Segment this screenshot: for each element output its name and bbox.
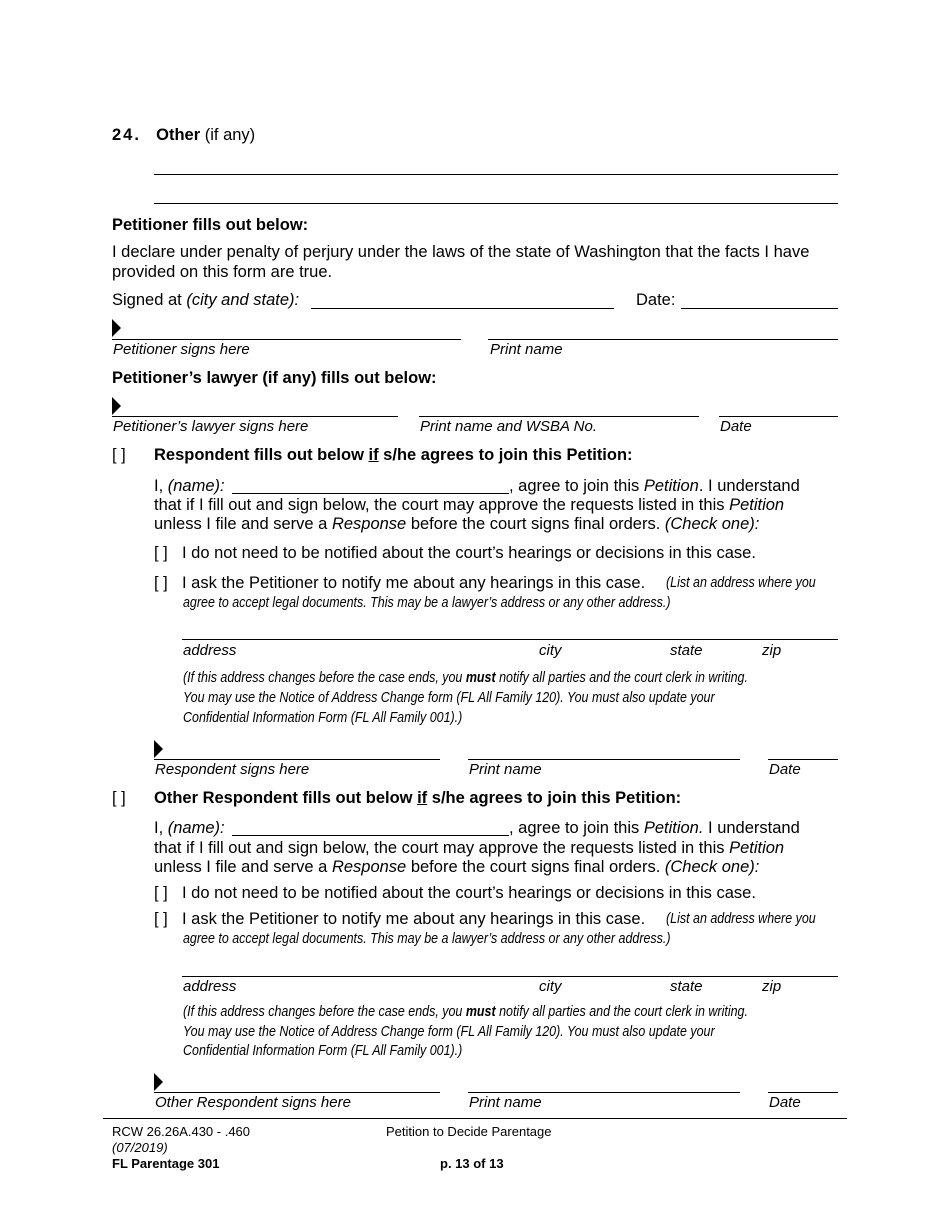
sign-arrow-icon: [112, 397, 121, 415]
respondent-date-caption: Date: [769, 761, 801, 778]
respondent-opt1-checkbox[interactable]: [ ]: [154, 544, 168, 562]
change-post: notify all parties and the court clerk in writing.: [495, 670, 748, 686]
signed-at-text: Signed at: [112, 291, 182, 309]
other-respondent-print-name-field[interactable]: [468, 1092, 740, 1093]
agree-post: . I understand: [698, 477, 800, 495]
footer-divider: [103, 1118, 847, 1119]
heading-text: s/he agrees to join this Petition:: [378, 446, 633, 464]
footer-form-title: Petition to Decide Parentage: [386, 1124, 552, 1139]
other-respondent-agree-text: [509, 819, 800, 838]
petitioner-sign-caption: Petitioner signs here: [113, 341, 250, 358]
respondent-name-line: [154, 477, 225, 496]
address-change-note-1: [183, 1004, 748, 1020]
respondent-opt2-checkbox[interactable]: [ ]: [154, 574, 168, 592]
declaration-text: I declare under penalty of perjury under the laws of the state of Washington that the facts I have provided on this form are true.: [112, 243, 810, 281]
other-line-1[interactable]: [154, 174, 838, 175]
lawyer-print-name-field[interactable]: [419, 416, 699, 417]
other-respondent-print-caption: Print name: [469, 1094, 542, 1111]
respondent-signature-field[interactable]: [154, 759, 440, 760]
sign-arrow-icon: [112, 319, 121, 337]
zip-caption: zip: [762, 642, 782, 659]
respondent-heading: [154, 446, 633, 465]
other-respondent-opt1-text: I do not need to be notified about the court’s hearings or decisions in this case.: [182, 884, 756, 902]
respondent-opt2-text: I ask the Petitioner to notify me about any hearings in this case.: [182, 574, 646, 592]
line3-post: before the court signs final orders.: [406, 515, 665, 533]
other-respondent-name-line: [154, 819, 225, 838]
agree-pre: , agree to join this: [509, 477, 644, 495]
petition-word: Petition: [729, 496, 785, 514]
heading-if: if: [417, 789, 428, 807]
line2-pre: that if I fill out and sign below, the court may approve the requests listed in this: [154, 839, 730, 857]
footer-rcw: RCW 26.26A.430 - .460: [112, 1124, 251, 1139]
other-respondent-opt2-text: I ask the Petitioner to notify me about any hearings in this case.: [182, 910, 646, 928]
lawyer-heading: Petitioner’s lawyer (if any) fills out below:: [112, 369, 437, 387]
line3-pre: unless I file and serve a: [154, 515, 332, 533]
other-respondent-checkbox[interactable]: [ ]: [112, 789, 126, 807]
heading-text: Respondent fills out below: [154, 446, 369, 464]
signed-at-label: [112, 291, 299, 310]
respondent-name-field[interactable]: [232, 493, 509, 494]
lawyer-signature-field[interactable]: [112, 416, 398, 417]
heading-text: s/he agrees to join this Petition:: [427, 789, 682, 807]
petitioner-signature-field[interactable]: [112, 339, 461, 340]
petitioner-print-name-field[interactable]: [488, 339, 838, 340]
other-respondent-heading: [154, 789, 681, 808]
address-change-note-3: Confidential Information Form (FL All Family 001).): [183, 1043, 463, 1059]
heading-text: Other Respondent fills out below: [154, 789, 418, 807]
section-title: Other: [156, 126, 201, 144]
other-respondent-opt2-note-1: (List an address where you: [666, 911, 816, 927]
date-label: Date:: [636, 291, 676, 309]
city-caption: city: [539, 978, 562, 995]
section-number: 24.: [112, 126, 141, 144]
respondent-address-field[interactable]: [182, 639, 838, 640]
sign-arrow-icon: [154, 740, 163, 758]
change-post: notify all parties and the court clerk in writing.: [495, 1004, 748, 1020]
change-pre: (If this address changes before the case ends, you: [183, 1004, 466, 1020]
respondent-opt2-note-2: agree to accept legal documents. This may be a lawyer’s address or any other address.): [183, 595, 671, 611]
other-respondent-opt1-checkbox[interactable]: [ ]: [154, 884, 168, 902]
lawyer-sign-caption: Petitioner’s lawyer signs here: [113, 418, 309, 435]
lawyer-date-field[interactable]: [719, 416, 838, 417]
address-change-note-3: Confidential Information Form (FL All Family 001).): [183, 710, 463, 726]
other-respondent-name-field[interactable]: [232, 835, 509, 836]
other-respondent-date-field[interactable]: [768, 1092, 838, 1093]
check-one: (Check one):: [664, 515, 760, 533]
zip-caption: zip: [762, 978, 782, 995]
address-change-note-1: [183, 670, 748, 686]
footer-revision: (07/2019): [112, 1140, 168, 1155]
respondent-print-name-field[interactable]: [468, 759, 740, 760]
other-respondent-address-field[interactable]: [182, 976, 838, 977]
other-respondent-sign-caption: Other Respondent signs here: [155, 1094, 351, 1111]
footer-form-id: FL Parentage 301: [112, 1156, 220, 1171]
line3-post: before the court signs final orders.: [406, 858, 665, 876]
lawyer-print-caption: Print name and WSBA No.: [420, 418, 598, 435]
line3-pre: unless I file and serve a: [154, 858, 332, 876]
petition-word: Petition: [643, 477, 699, 495]
respondent-print-caption: Print name: [469, 761, 542, 778]
other-respondent-line-3: [154, 858, 759, 877]
other-line-2[interactable]: [154, 203, 838, 204]
respondent-date-field[interactable]: [768, 759, 838, 760]
address-change-note-2: You may use the Notice of Address Change form (FL All Family 120). You must also update your: [183, 1024, 715, 1040]
city-caption: city: [539, 642, 562, 659]
heading-if: if: [368, 446, 379, 464]
petition-word: Petition: [729, 839, 785, 857]
must-word: must: [465, 1004, 496, 1020]
sign-arrow-icon: [154, 1073, 163, 1091]
signed-at-hint: (city and state):: [186, 291, 300, 309]
respondent-line-3: [154, 515, 759, 534]
section-suffix: (if any): [204, 126, 256, 144]
petitioner-heading: Petitioner fills out below:: [112, 216, 309, 234]
change-pre: (If this address changes before the case ends, you: [183, 670, 466, 686]
other-respondent-opt2-note-2: agree to accept legal documents. This may be a lawyer’s address or any other address.): [183, 931, 671, 947]
other-respondent-opt2-checkbox[interactable]: [ ]: [154, 910, 168, 928]
line2-pre: that if I fill out and sign below, the court may approve the requests listed in this: [154, 496, 730, 514]
name-pre: I,: [154, 477, 168, 495]
respondent-opt2-note-1: (List an address where you: [666, 575, 816, 591]
respondent-opt1-text: I do not need to be notified about the court’s hearings or decisions in this case.: [182, 544, 756, 562]
agree-post: I understand: [703, 819, 800, 837]
footer-page: p. 13 of 13: [440, 1156, 504, 1171]
address-caption: address: [183, 642, 237, 659]
respondent-sign-caption: Respondent signs here: [155, 761, 310, 778]
response-word: Response: [331, 515, 407, 533]
state-caption: state: [670, 642, 703, 659]
response-word: Response: [331, 858, 407, 876]
must-word: must: [465, 670, 496, 686]
respondent-line-2: [154, 496, 784, 515]
signed-at-field[interactable]: [311, 308, 614, 309]
name-hint: (name):: [167, 819, 225, 837]
other-respondent-signature-field[interactable]: [154, 1092, 440, 1093]
name-pre: I,: [154, 819, 168, 837]
state-caption: state: [670, 978, 703, 995]
respondent-agree-text: [509, 477, 800, 496]
check-one: (Check one):: [664, 858, 760, 876]
other-respondent-date-caption: Date: [769, 1094, 801, 1111]
petitioner-print-caption: Print name: [490, 341, 563, 358]
other-respondent-line-2: [154, 839, 784, 858]
address-change-note-2: You may use the Notice of Address Change form (FL All Family 120). You must also update your: [183, 690, 715, 706]
name-hint: (name):: [167, 477, 225, 495]
lawyer-date-caption: Date: [720, 418, 752, 435]
section-24-heading: [112, 126, 255, 145]
petition-word: Petition.: [643, 819, 704, 837]
petitioner-date-field[interactable]: [681, 308, 838, 309]
respondent-checkbox[interactable]: [ ]: [112, 446, 126, 464]
agree-pre: , agree to join this: [509, 819, 644, 837]
address-caption: address: [183, 978, 237, 995]
